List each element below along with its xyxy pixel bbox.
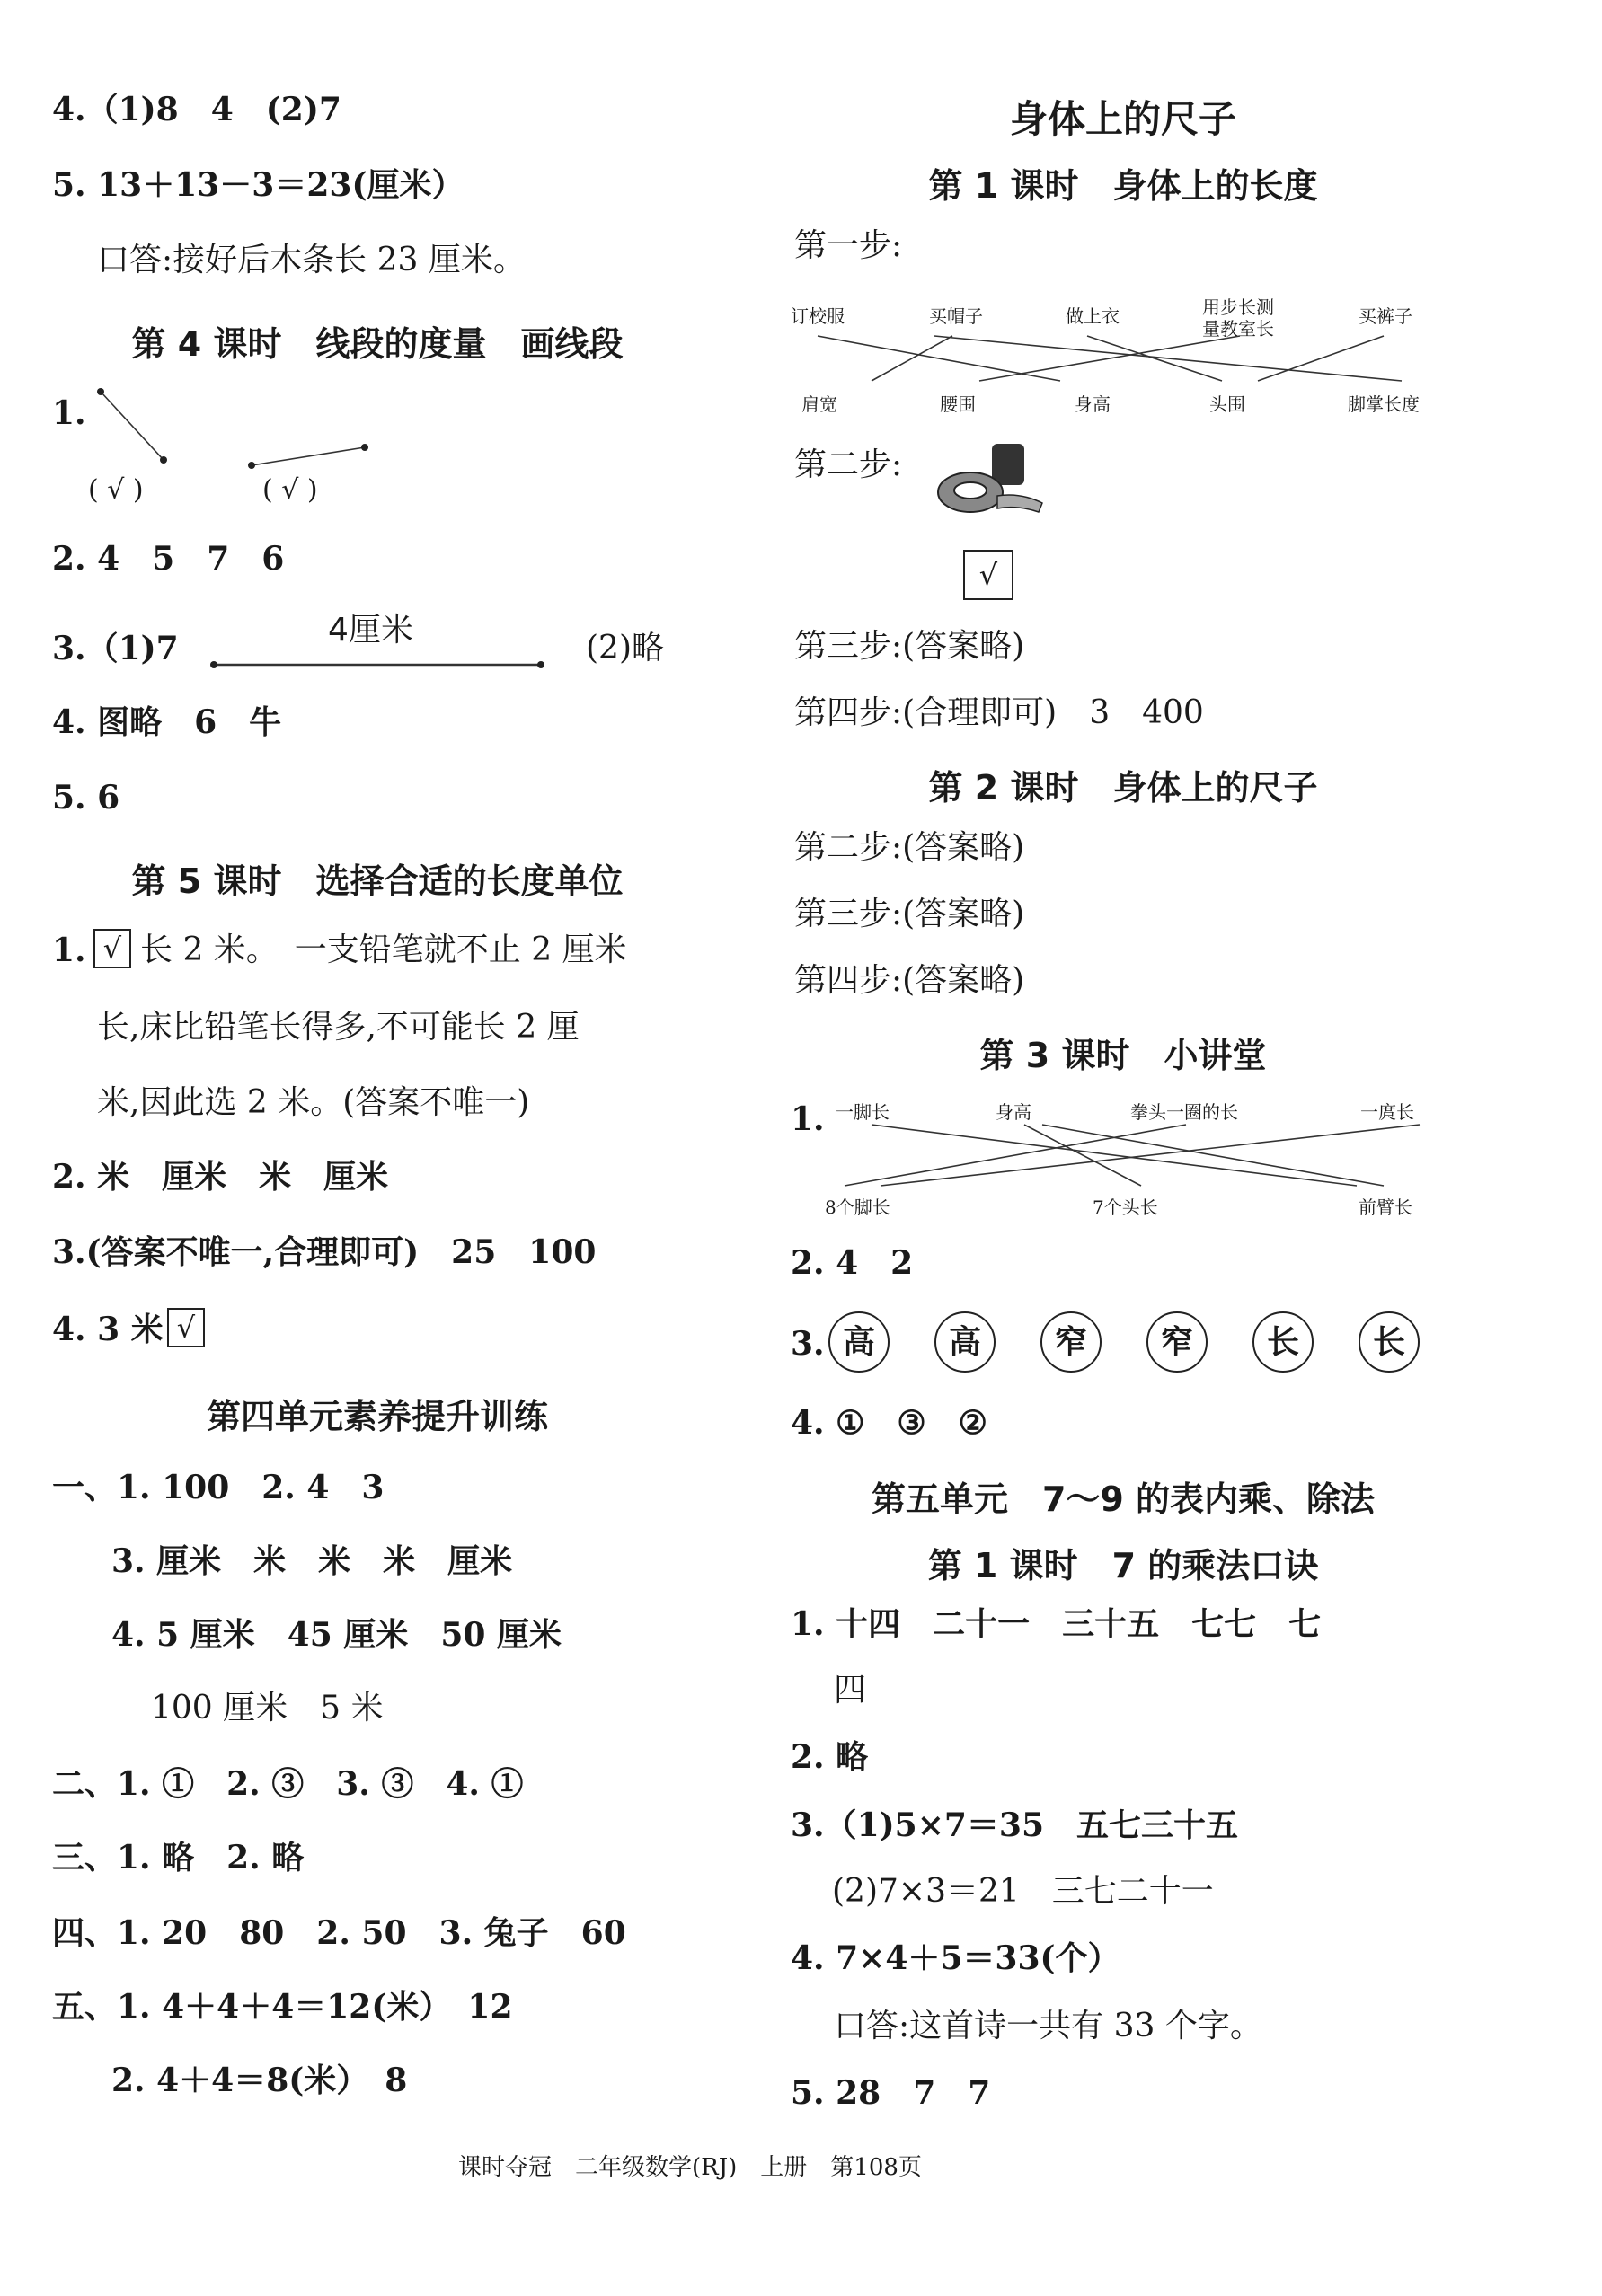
match2-bottom-1: 8个脚长 — [825, 1197, 890, 1218]
q3-segment — [208, 656, 550, 674]
section-heading-r-unit5-lesson1: 第 1 课时 7 的乘法口诀 — [927, 1546, 1319, 1585]
q1-answer-a: ( √ ) — [88, 474, 144, 506]
q2: 2. 4 5 7 6 — [52, 540, 285, 578]
r3-number: 3. — [791, 1325, 825, 1363]
u-line-2: 3. 厘米 米 米 米 厘米 — [111, 1542, 513, 1580]
page-footer: 课时夺冠 二年级数学(RJ) 上册 第108页 — [458, 2154, 922, 2181]
u-line-4: 100 厘米 5 米 — [151, 1690, 384, 1726]
v1: 1. 十四 二十一 三十五 七七 七 — [791, 1605, 1322, 1643]
v3-continued: (2)7×3＝21 三七二十一 — [832, 1873, 1214, 1910]
segment-b — [252, 447, 365, 465]
match1-bottom-2: 腰围 — [940, 393, 976, 415]
q5: 5. 6 — [52, 779, 120, 817]
match1-bottom-3: 身高 — [1075, 393, 1111, 415]
circle-char-5: 长 — [1252, 1311, 1314, 1373]
q3-part2: (2)略 — [586, 630, 664, 667]
circle-char-2: 高 — [934, 1311, 996, 1373]
q1-answer-b: ( √ ) — [262, 474, 318, 506]
circle-char-4: 窄 — [1146, 1311, 1208, 1373]
p4: 4. 3 米 — [52, 1311, 164, 1348]
step2-checkbox: √ — [963, 550, 1013, 600]
point — [210, 661, 217, 668]
match1-bottom-1: 肩宽 — [801, 393, 837, 415]
u-line-1: 一、1. 100 2. 4 3 — [52, 1469, 385, 1506]
match1-top-5: 买裤子 — [1359, 305, 1412, 327]
v1-continued: 四 — [834, 1672, 867, 1709]
section-heading-r-lesson3: 第 3 课时 小讲堂 — [979, 1036, 1267, 1075]
v2: 2. 略 — [791, 1738, 869, 1776]
q1-segments — [90, 386, 377, 476]
step2-label: 第二步: — [794, 446, 903, 483]
match1-top-4a: 用步长测 — [1202, 296, 1274, 318]
step4: 第四步:(合理即可) 3 400 — [794, 694, 1204, 731]
match2-lines — [827, 1121, 1438, 1193]
v3: 3.（1)5×7＝35 五七三十五 — [791, 1806, 1239, 1844]
step3: 第三步:(答案略) — [794, 628, 1025, 665]
p1-text-a: 长 2 米。 一支铅笔就不止 2 厘米 — [140, 932, 627, 968]
section-heading-unit5: 第五单元 7～9 的表内乘、除法 — [871, 1479, 1376, 1519]
circle-char-3: 窄 — [1040, 1311, 1102, 1373]
point — [248, 462, 255, 469]
match1-top-1: 订校服 — [791, 305, 845, 327]
u-line-9: 2. 4＋4＝8(米） 8 — [111, 2062, 408, 2099]
point — [361, 444, 368, 451]
u-line-6: 三、1. 略 2. 略 — [52, 1839, 305, 1877]
p2: 2. 米 厘米 米 厘米 — [52, 1158, 389, 1196]
page-title: 身体上的尺子 — [1009, 97, 1236, 141]
match2-top-3: 拳头一圈的长 — [1130, 1101, 1238, 1123]
match1-bottom-4: 头围 — [1209, 393, 1245, 415]
p1-text-b: 长,床比铅笔长得多,不可能长 2 厘 — [97, 1009, 580, 1046]
match1-top-4b: 量教室长 — [1202, 318, 1274, 340]
point — [97, 388, 104, 395]
match2-bottom-3: 前臂长 — [1359, 1197, 1412, 1218]
match2-top-4: 一庹长 — [1360, 1101, 1414, 1123]
circle-char-6: 长 — [1359, 1311, 1420, 1373]
lesson2-step3: 第三步:(答案略) — [794, 896, 1025, 932]
match1-bottom-5: 脚掌长度 — [1348, 393, 1420, 415]
section-heading-unit4: 第四单元素养提升训练 — [206, 1397, 548, 1436]
u-line-3: 4. 5 厘米 45 厘米 50 厘米 — [111, 1616, 562, 1654]
section-heading-lesson4: 第 4 课时 线段的度量 画线段 — [131, 324, 624, 364]
lesson2-step2: 第二步:(答案略) — [794, 829, 1025, 866]
v4: 4. 7×4＋5＝33(个） — [791, 1939, 1120, 1977]
p1-checkbox: √ — [93, 929, 131, 968]
q3-segment-label: 4厘米 — [328, 612, 413, 649]
circle-char-1: 高 — [828, 1311, 890, 1373]
left-line-3: 口答:接好后木条长 23 厘米。 — [97, 242, 526, 278]
p3: 3.(答案不唯一,合理即可) 25 100 — [52, 1233, 597, 1271]
u-line-8: 五、1. 4＋4＋4＝12(米） 12 — [52, 1988, 513, 2026]
section-heading-r-lesson1: 第 1 课时 身体上的长度 — [928, 166, 1318, 206]
q1-label: 1. — [52, 394, 86, 432]
left-line-1: 4.（1)8 4 (2)7 — [52, 91, 341, 128]
p1-text-c: 米,因此选 2 米。(答案不唯一) — [97, 1084, 530, 1121]
match1-top-2: 买帽子 — [929, 305, 983, 327]
section-heading-r-lesson2: 第 2 课时 身体上的尺子 — [928, 768, 1318, 808]
step1-label: 第一步: — [794, 227, 903, 264]
lesson2-step4: 第四步:(答案略) — [794, 962, 1025, 999]
match2-top-2: 身高 — [996, 1101, 1031, 1123]
u-line-7: 四、1. 20 80 2. 50 3. 兔子 60 — [52, 1914, 626, 1952]
q3-part1: 3.（1)7 — [52, 630, 179, 667]
v4-answer: 口答:这首诗一共有 33 个字。 — [834, 2008, 1262, 2044]
match2-bottom-2: 7个头长 — [1093, 1197, 1158, 1218]
point — [537, 661, 544, 668]
q4: 4. 图略 6 牛 — [52, 703, 282, 741]
left-line-2: 5. 13＋13－3＝23(厘米） — [52, 166, 465, 204]
point — [160, 456, 167, 464]
match1-top-3: 做上衣 — [1066, 305, 1120, 327]
match1-lines — [791, 332, 1438, 386]
u-line-5: 二、1. ① 2. ③ 3. ③ 4. ① — [52, 1765, 524, 1803]
section-heading-lesson5: 第 5 课时 选择合适的长度单位 — [131, 861, 624, 901]
r4: 4. ① ③ ② — [791, 1404, 987, 1442]
match2-number: 1. — [791, 1100, 825, 1138]
segment-a — [101, 392, 164, 460]
tape-measure-icon — [934, 440, 1046, 523]
p1-number: 1. — [52, 932, 86, 969]
v5: 5. 28 7 7 — [791, 2074, 991, 2112]
p4-checkbox: √ — [167, 1308, 205, 1347]
r2: 2. 4 2 — [791, 1244, 914, 1282]
match2-top-1: 一脚长 — [836, 1101, 890, 1123]
